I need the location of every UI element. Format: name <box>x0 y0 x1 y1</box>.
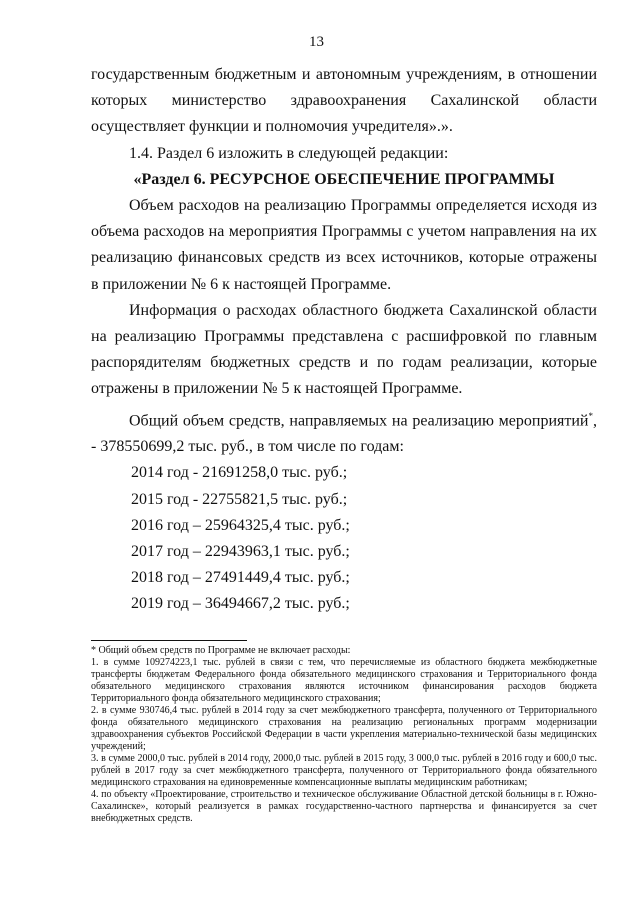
total-volume-amount: , - 378550699,2 тыс. руб., в том числе по годам: <box>91 411 597 456</box>
year-item: 2016 год – 25964325,4 тыс. руб.; <box>131 516 350 534</box>
year-item: 2017 год – 22943963,1 тыс. руб.; <box>131 542 350 560</box>
footnotes <box>91 640 597 825</box>
footnote-item: 4. по объекту «Проектирование, строительство и техническое обслуживание Областной детской больницы в г. Южно-Сахалинске», который реализуется в рамках государственно-частного партнерства и финансируется за счет внебюджетных средств. <box>91 789 597 824</box>
year-item: 2014 год - 21691258,0 тыс. руб.; <box>131 464 348 482</box>
year-item: 2015 год - 22755821,5 тыс. руб.; <box>131 490 348 508</box>
footnote-marker: * <box>588 410 593 421</box>
footnote-intro: * Общий объем средств по Программе не включает расходы: <box>91 645 351 656</box>
continuation-paragraph: государственным бюджетным и автономным учреждениям, в отношении которых министерство здравоохранения Сахалинской области осуществляет функции и полномочия учредителя».». <box>91 66 597 136</box>
footnote-item: 3. в сумме 2000,0 тыс. рублей в 2014 году, 2000,0 тыс. рублей в 2015 году, 3 000,0 тыс. рублей в 2016 году и 600,0 тыс. рублей в 2017 году за счет межбюджетного трансферта, полученного от Территориального фонда обязательного медицинского страхования на единовременные компенсационные выплаты медицинским работникам; <box>91 753 597 788</box>
year-item: 2018 год – 27491449,4 тыс. руб.; <box>131 569 350 587</box>
page-number: 13 <box>309 34 324 50</box>
year-list <box>91 460 597 617</box>
footnote-item: 1. в сумме 109274223,1 тыс. рублей в связи с тем, что перечисляемые из областного бюджета межбюджетные трансферты бюджетам Федерального фонда обязательного медицинского страхования и Территориального фонда обязательного медицинского страхования являются источником финансирования расходов бюджета Территориального фонда обязательного медицинского страхования; <box>91 657 597 704</box>
item-1-4: 1.4. Раздел 6 изложить в следующей редакции: <box>129 144 449 162</box>
paragraph-regional-budget: Информация о расходах областного бюджета Сахалинской области на реализацию Программы представлена с расшифровкой по главным распорядителям бюджетных средств и по годам реализации, которые отражены в приложении № 5 к настоящей Программе. <box>91 301 597 398</box>
paragraph-expenditure-volume: Объем расходов на реализацию Программы определяется исходя из объема расходов на мероприятия Программы с учетом направления на их реализацию финансовых средств из всех источников, которые отражены в приложении № 6 к настоящей Программе. <box>91 197 597 293</box>
year-item: 2019 год – 36494667,2 тыс. руб.; <box>131 595 350 613</box>
footnote-item: 2. в сумме 930746,4 тыс. рублей в 2014 году за счет межбюджетного трансферта, полученного от Территориального фонда обязательного медицинского страхования на реализацию региональных программ модернизации здравоохранения субъектов Российской Федерации в части укрепления материально-технической базы медицинских учреждений; <box>91 705 597 752</box>
footnote-divider <box>91 640 247 641</box>
paragraph-total-volume <box>91 403 597 461</box>
section-heading: «Раздел 6. РЕСУРСНОЕ ОБЕСПЕЧЕНИЕ ПРОГРАММЫ <box>133 170 555 188</box>
total-volume-text: Общий объем средств, направляемых на реализацию мероприятий <box>129 411 589 429</box>
main-text <box>91 62 597 618</box>
